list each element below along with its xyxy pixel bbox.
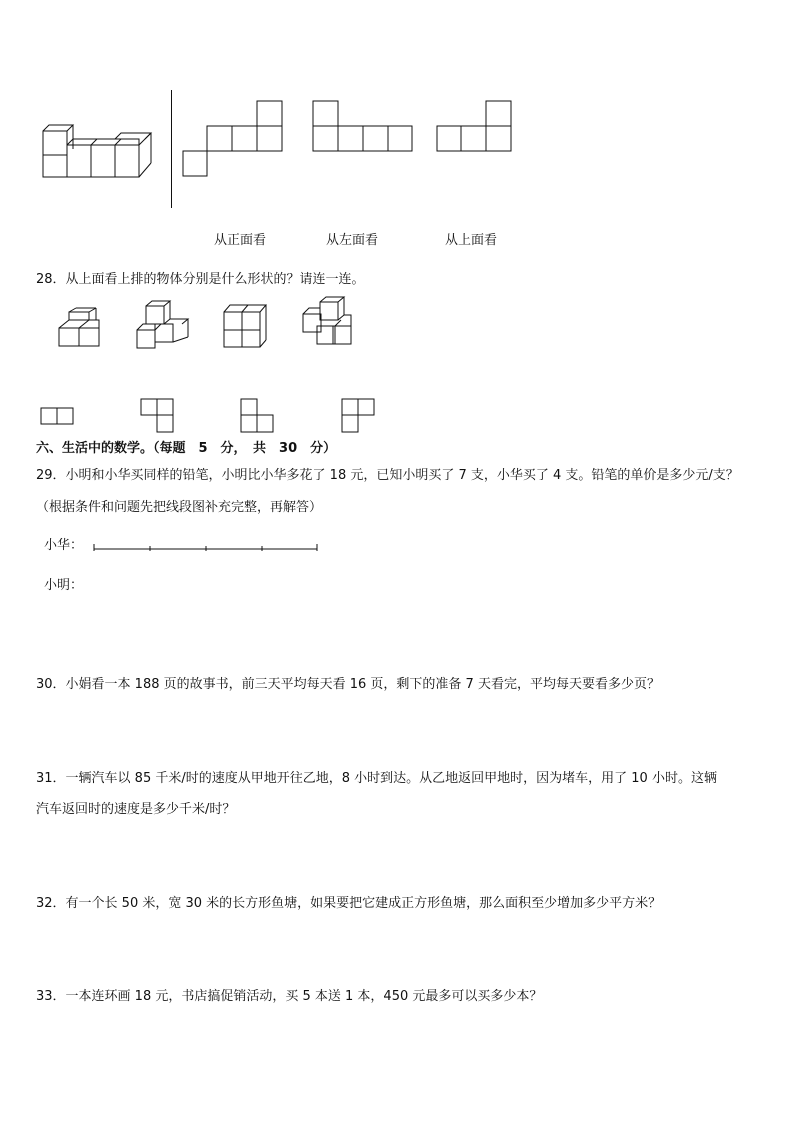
object-3 [222, 302, 272, 352]
front-view-label: 从正面看 [214, 233, 267, 248]
question-29-line-2: （根据条件和问题先把线段图补充完整，再解答） [36, 500, 323, 515]
top-view-drawing [436, 100, 526, 160]
object-4 [300, 296, 360, 351]
section-6-heading: 六、生活中的数学。（每题 5 分， 共 30 分） [36, 441, 337, 456]
question-30: 30．小娟看一本 188 页的故事书，前三天平均每天看 16 页，剩下的准备 7 天看完，平均每天要看多少页？ [36, 677, 660, 692]
question-33: 33．一本连环画 18 元，书店搞促销活动，买 5 本送 1 本，450 元最多可以买多少本？ [36, 989, 543, 1004]
question-28: 28．从上面看上排的物体分别是什么形状的？请连一连。 [36, 272, 365, 287]
question-32: 32．有一个长 50 米，宽 30 米的长方形鱼塘，如果要把它建成正方形鱼塘，那么面积至少增加多少平方米？ [36, 896, 662, 911]
question-31-line-1: 31．一辆汽车以 85 千米/时的速度从甲地开往乙地，8 小时到达。从乙地返回甲地时，因为堵车，用了 10 小时。这辆 [36, 771, 717, 786]
question-29-line-1: 29．小明和小华买同样的铅笔，小明比小华多花了 18 元，已知小明买了 7 支，小华买了 4 支。铅笔的单价是多少元/支？ [36, 468, 739, 483]
left-view-drawing [312, 100, 422, 160]
front-view-drawing [182, 100, 292, 180]
shape-b [140, 398, 180, 438]
object-2 [134, 300, 194, 355]
xiaohua-segment-diagram [90, 540, 330, 556]
label-xiaohua: 小华： [44, 538, 84, 553]
label-xiaoming: 小明： [44, 578, 84, 593]
cube-solid-figure [40, 123, 160, 183]
shape-d [341, 398, 381, 438]
vertical-divider [171, 90, 172, 208]
question-31-line-2: 汽车返回时的速度是多少千米/时？ [36, 802, 236, 817]
top-view-label: 从上面看 [445, 233, 498, 248]
left-view-label: 从左面看 [326, 233, 379, 248]
shape-a [40, 407, 80, 429]
shape-c [240, 398, 280, 438]
object-1 [56, 308, 106, 353]
